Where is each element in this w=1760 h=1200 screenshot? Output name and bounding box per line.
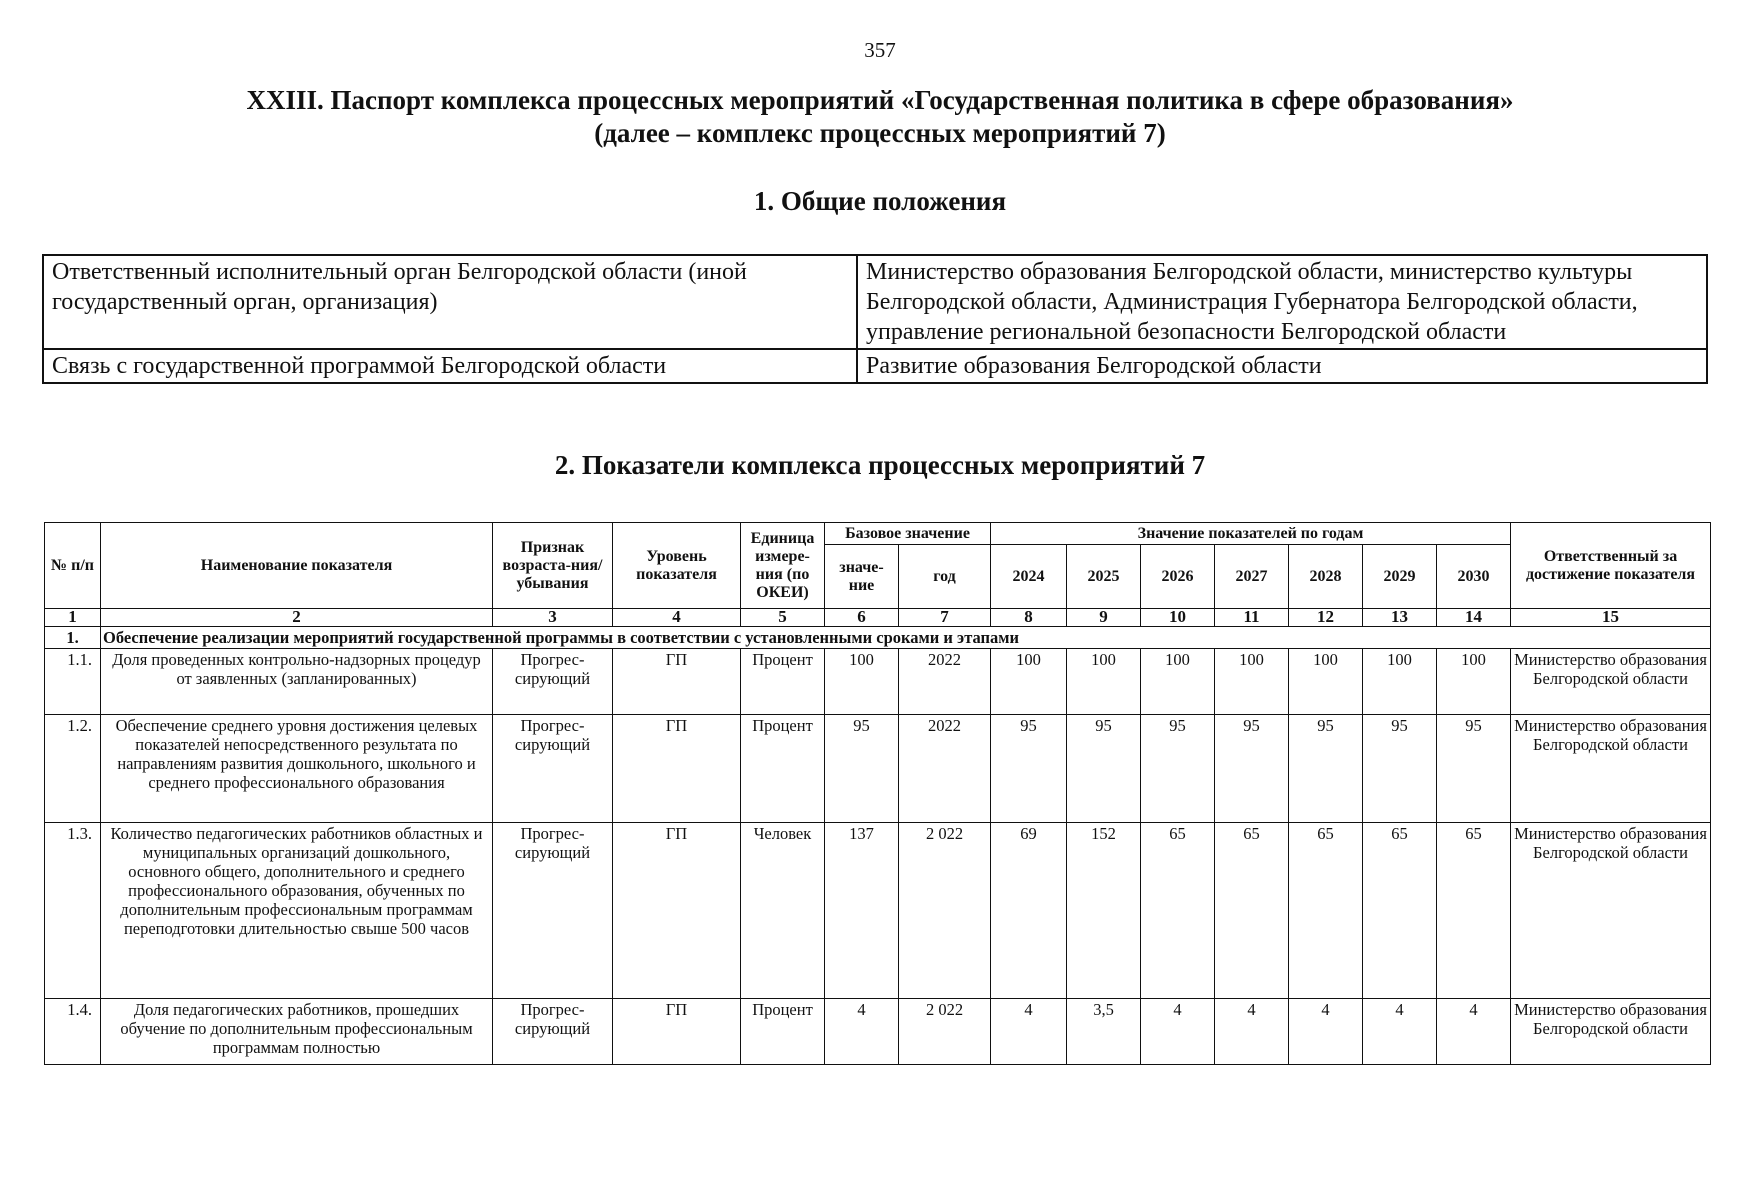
responsible: Министерство образования Белгородской области [1511, 999, 1711, 1065]
year-value: 4 [1215, 999, 1289, 1065]
column-number: 13 [1363, 609, 1437, 627]
year-value: 152 [1067, 823, 1141, 999]
column-number: 6 [825, 609, 899, 627]
header-responsible: Ответственный за достижение показателя [1511, 523, 1711, 609]
year-value: 95 [1363, 715, 1437, 823]
row-number: 1.2. [45, 715, 101, 823]
indicator-unit: Процент [741, 649, 825, 715]
indicator-name: Обеспечение среднего уровня достижения целевых показателей непосредственного результата по направлениям развития дошкольного, школьного и среднего профессионального образования [101, 715, 493, 823]
year-value: 100 [991, 649, 1067, 715]
base-year: 2 022 [899, 999, 991, 1065]
column-number: 12 [1289, 609, 1363, 627]
general-provisions-table [42, 254, 1708, 384]
group-number: 1. [45, 627, 101, 649]
year-value: 95 [1141, 715, 1215, 823]
row-number: 1.3. [45, 823, 101, 999]
header-sign: Признак возраста-ния/ убывания [493, 523, 613, 609]
header-base-value: значе-ние [825, 545, 899, 609]
page-number: 357 [864, 38, 896, 62]
header-base-year: год [899, 545, 991, 609]
general-row-responsible [43, 255, 1707, 349]
header-year: 2030 [1437, 545, 1511, 609]
base-value: 95 [825, 715, 899, 823]
table-row [45, 715, 1711, 823]
group-title: Обеспечение реализации мероприятий государственной программы в соответствии с установленными сроками и этапами [101, 627, 1711, 649]
group-row [45, 627, 1711, 649]
table-row [45, 649, 1711, 715]
header-years-group: Значение показателей по годам [991, 523, 1511, 545]
general-label: Ответственный исполнительный орган Белгородской области (иной государственный орган, организация) [43, 255, 857, 349]
year-value: 100 [1141, 649, 1215, 715]
section-1-heading: 1. Общие положения [753, 186, 1007, 216]
column-number: 14 [1437, 609, 1511, 627]
indicator-unit: Человек [741, 823, 825, 999]
row-number: 1.4. [45, 999, 101, 1065]
indicator-name: Доля проведенных контрольно-надзорных процедур от заявленных (запланированных) [101, 649, 493, 715]
column-number: 15 [1511, 609, 1711, 627]
year-value: 3,5 [1067, 999, 1141, 1065]
year-value: 69 [991, 823, 1067, 999]
base-value: 4 [825, 999, 899, 1065]
year-value: 65 [1141, 823, 1215, 999]
year-value: 4 [1289, 999, 1363, 1065]
column-number: 7 [899, 609, 991, 627]
year-value: 65 [1437, 823, 1511, 999]
header-year: 2027 [1215, 545, 1289, 609]
base-year: 2 022 [899, 823, 991, 999]
year-value: 100 [1437, 649, 1511, 715]
year-value: 4 [1363, 999, 1437, 1065]
indicator-level: ГП [613, 999, 741, 1065]
header-base: Базовое значение [825, 523, 991, 545]
column-number: 11 [1215, 609, 1289, 627]
year-value: 95 [991, 715, 1067, 823]
header-year: 2029 [1363, 545, 1437, 609]
header-year: 2028 [1289, 545, 1363, 609]
header-row [45, 523, 1711, 545]
document-title-line-1: XXIII. Паспорт комплекса процессных мероприятий «Государственная политика в сфере образования» [246, 85, 1514, 115]
column-number: 8 [991, 609, 1067, 627]
indicator-level: ГП [613, 649, 741, 715]
year-value: 4 [991, 999, 1067, 1065]
year-value: 4 [1437, 999, 1511, 1065]
year-value: 95 [1215, 715, 1289, 823]
document-title-line-2: (далее – комплекс процессных мероприятий 7) [594, 118, 1166, 148]
year-value: 65 [1215, 823, 1289, 999]
indicator-name: Количество педагогических работников областных и муниципальных организаций дошкольного, основного общего, дополнительного и среднего профессионального образования, обученных по дополнительным профессиональным программам переподготовки длительностью свыше 500 часов [101, 823, 493, 999]
year-value: 95 [1289, 715, 1363, 823]
column-number: 10 [1141, 609, 1215, 627]
responsible: Министерство образования Белгородской области [1511, 649, 1711, 715]
general-value: Министерство образования Белгородской области, министерство культуры Белгородской области, Администрация Губернатора Белгородской области, управление региональной безопасности Белгородской области [857, 255, 1707, 349]
indicator-level: ГП [613, 823, 741, 999]
table-row [45, 999, 1711, 1065]
year-value: 65 [1289, 823, 1363, 999]
base-year: 2022 [899, 649, 991, 715]
document-title [0, 84, 1760, 150]
header-name: Наименование показателя [101, 523, 493, 609]
year-value: 95 [1437, 715, 1511, 823]
indicator-name: Доля педагогических работников, прошедших обучение по дополнительным профессиональным программам полностью [101, 999, 493, 1065]
year-value: 100 [1215, 649, 1289, 715]
indicators-table [44, 522, 1711, 1065]
indicator-unit: Процент [741, 715, 825, 823]
column-number: 4 [613, 609, 741, 627]
header-year: 2026 [1141, 545, 1215, 609]
header-number: № п/п [45, 523, 101, 609]
header-level: Уровень показателя [613, 523, 741, 609]
column-number: 9 [1067, 609, 1141, 627]
column-number: 3 [493, 609, 613, 627]
base-year: 2022 [899, 715, 991, 823]
responsible: Министерство образования Белгородской области [1511, 823, 1711, 999]
header-year: 2025 [1067, 545, 1141, 609]
indicator-sign: Прогрес-сирующий [493, 999, 613, 1065]
base-value: 100 [825, 649, 899, 715]
indicator-unit: Процент [741, 999, 825, 1065]
indicator-sign: Прогрес-сирующий [493, 823, 613, 999]
column-number: 2 [101, 609, 493, 627]
column-number: 5 [741, 609, 825, 627]
year-value: 100 [1363, 649, 1437, 715]
indicator-sign: Прогрес-сирующий [493, 649, 613, 715]
header-unit: Единица измере-ния (по ОКЕИ) [741, 523, 825, 609]
indicator-level: ГП [613, 715, 741, 823]
section-2-heading: 2. Показатели комплекса процессных мероприятий 7 [554, 450, 1206, 480]
header-year: 2024 [991, 545, 1067, 609]
row-number: 1.1. [45, 649, 101, 715]
general-row-program-link [43, 349, 1707, 383]
column-number: 1 [45, 609, 101, 627]
responsible: Министерство образования Белгородской области [1511, 715, 1711, 823]
year-value: 65 [1363, 823, 1437, 999]
year-value: 100 [1067, 649, 1141, 715]
general-label: Связь с государственной программой Белгородской области [43, 349, 857, 383]
year-value: 100 [1289, 649, 1363, 715]
year-value: 4 [1141, 999, 1215, 1065]
table-row [45, 823, 1711, 999]
general-value: Развитие образования Белгородской области [857, 349, 1707, 383]
base-value: 137 [825, 823, 899, 999]
year-value: 95 [1067, 715, 1141, 823]
column-number-row [45, 609, 1711, 627]
indicator-sign: Прогрес-сирующий [493, 715, 613, 823]
